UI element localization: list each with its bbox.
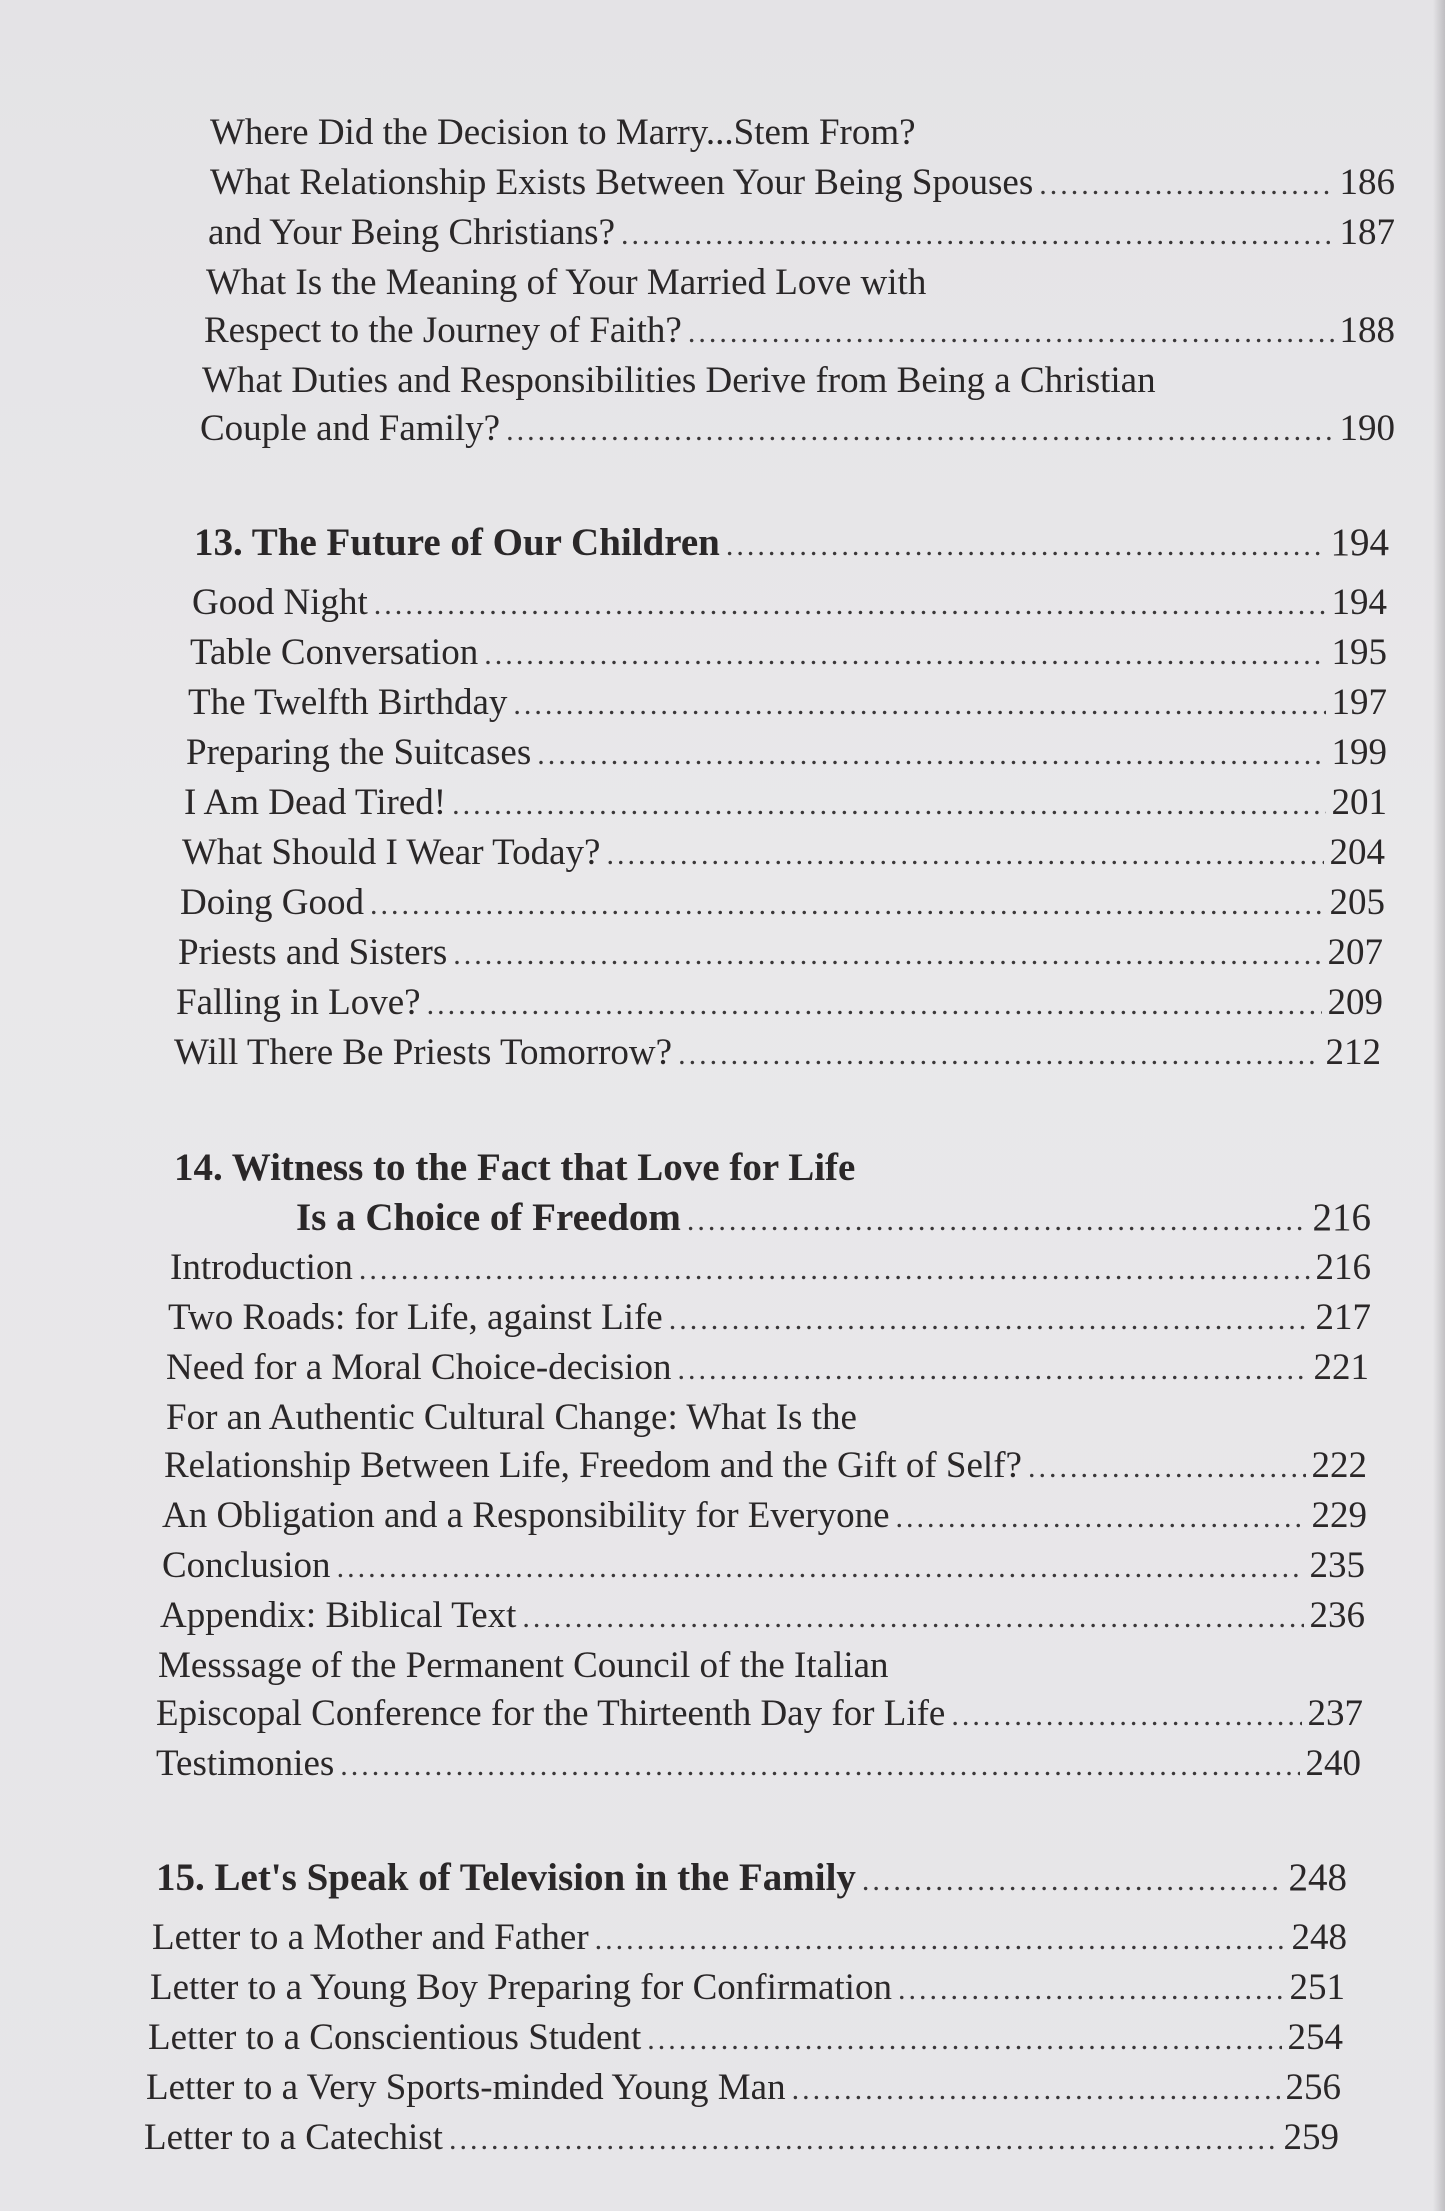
- toc-leader-dots: [484, 632, 1325, 678]
- toc-entry: [176, 980, 1383, 1028]
- toc-page-number: 254: [1287, 2017, 1343, 2058]
- toc-page-number: 235: [1309, 1545, 1365, 1586]
- toc-entry: [180, 880, 1385, 928]
- chapter-title: 13. The Future of Our Children: [194, 521, 720, 564]
- toc-leader-dots: [687, 1198, 1307, 1244]
- toc-page-number: 190: [1339, 408, 1395, 449]
- toc-entry-title: Letter to a Conscientious Student: [148, 2017, 642, 2058]
- toc-leader-dots: [621, 212, 1334, 258]
- toc-entry-title: An Obligation and a Responsibility for Everyone: [162, 1495, 890, 1536]
- toc-entry-title: and Your Being Christians?: [208, 212, 615, 253]
- toc-entry-title: Good Night: [192, 582, 368, 623]
- toc-leader-dots: [513, 682, 1325, 728]
- toc-entry: [144, 2115, 1339, 2163]
- toc-page-number: 251: [1289, 1967, 1345, 2008]
- toc-page-number: 195: [1331, 632, 1387, 673]
- toc-entry: [156, 1741, 1361, 1789]
- toc-entry-title: Couple and Family?: [200, 408, 501, 449]
- toc-leader-dots: [595, 1917, 1286, 1963]
- toc-leader-dots: [669, 1297, 1310, 1343]
- toc-entry-title: I Am Dead Tired!: [184, 782, 447, 823]
- toc-leader-dots: [506, 408, 1333, 454]
- toc-page-number: 199: [1331, 732, 1387, 773]
- toc-entry: [148, 2015, 1343, 2063]
- toc-entry: [188, 680, 1387, 728]
- toc-leader-dots: [452, 782, 1325, 828]
- toc-entry-title: Need for a Moral Choice-decision: [166, 1347, 672, 1388]
- toc-page-number: 212: [1325, 1032, 1381, 1073]
- toc-entry-title: Priests and Sisters: [178, 932, 448, 973]
- toc-entry-title: Relationship Between Life, Freedom and the Gift of Self?: [164, 1445, 1022, 1486]
- toc-page-number: 221: [1313, 1347, 1369, 1388]
- toc-leader-dots: [1028, 1445, 1306, 1491]
- chapter-title: Is a Choice of Freedom: [296, 1196, 681, 1239]
- toc-leader-dots: [337, 1545, 1304, 1591]
- toc-entry-title: Episcopal Conference for the Thirteenth Day for Life: [156, 1693, 946, 1734]
- toc-entry: [204, 308, 1395, 356]
- toc-entry-line: What Is the Meaning of Your Married Love with: [206, 262, 927, 303]
- toc-entry: [182, 830, 1385, 878]
- toc-page-number: 188: [1339, 310, 1395, 351]
- toc-leader-dots: [606, 832, 1323, 878]
- toc-entry-line: What Duties and Responsibilities Derive from Being a Christian: [202, 360, 1156, 401]
- toc-entry-line: Messsage of the Permanent Council of the Italian: [158, 1645, 889, 1686]
- toc-page-number: 209: [1327, 982, 1383, 1023]
- toc-leader-dots: [1039, 162, 1333, 208]
- toc-entry: [192, 580, 1387, 628]
- toc-leader-dots: [647, 2017, 1281, 2063]
- toc-page-number: 187: [1339, 212, 1395, 253]
- toc-page-number: 197: [1331, 682, 1387, 723]
- toc-leader-dots: [374, 582, 1326, 628]
- toc-entry-title: Falling in Love?: [176, 982, 421, 1023]
- toc-entry: [152, 1915, 1347, 1963]
- toc-page-number: 207: [1327, 932, 1383, 973]
- toc-entry-title: Will There Be Priests Tomorrow?: [174, 1032, 673, 1073]
- toc-entry: [146, 2065, 1341, 2113]
- toc-leader-dots: [951, 1693, 1301, 1739]
- toc-entry: [178, 930, 1383, 978]
- toc-entry: [210, 160, 1395, 208]
- toc-page-number: 216: [1315, 1247, 1371, 1288]
- chapter-title: 15. Let's Speak of Television in the Family: [156, 1856, 856, 1899]
- chapter-heading: [156, 1855, 1347, 1904]
- page-edge-shadow: [1433, 0, 1445, 2211]
- toc-entry-title: Two Roads: for Life, against Life: [168, 1297, 663, 1338]
- toc-page-number: 204: [1329, 832, 1385, 873]
- toc-leader-dots: [427, 982, 1322, 1028]
- toc-page-number: 229: [1311, 1495, 1367, 1536]
- toc-entry: [160, 1593, 1365, 1641]
- toc-page-number: 237: [1307, 1693, 1363, 1734]
- toc-leader-dots: [896, 1495, 1306, 1541]
- toc-entry-line: For an Authentic Cultural Change: What Is the: [166, 1397, 857, 1438]
- chapter-title-line: 14. Witness to the Fact that Love for Life: [174, 1146, 856, 1189]
- toc-entry: [200, 406, 1395, 454]
- toc-entry-title: Letter to a Young Boy Preparing for Confirmation: [150, 1967, 892, 2008]
- toc-leader-dots: [862, 1858, 1283, 1904]
- toc-leader-dots: [688, 310, 1334, 356]
- toc-entry-title: Table Conversation: [190, 632, 479, 673]
- toc-entry-line: Where Did the Decision to Marry...Stem From?: [210, 112, 916, 153]
- toc-entry: [208, 210, 1395, 258]
- toc-page-number: 217: [1315, 1297, 1371, 1338]
- toc-entry: [162, 1543, 1365, 1591]
- toc-entry: [156, 1691, 1363, 1739]
- toc-entry: [184, 780, 1387, 828]
- toc-entry: [190, 630, 1387, 678]
- toc-leader-dots: [677, 1347, 1307, 1393]
- toc-page-number: 259: [1283, 2117, 1339, 2158]
- toc-entry-title: Testimonies: [156, 1743, 335, 1784]
- toc-entry-title: What Relationship Exists Between Your Being Spouses: [210, 162, 1034, 203]
- toc-entry-title: Letter to a Mother and Father: [152, 1917, 589, 1958]
- toc-leader-dots: [726, 523, 1325, 569]
- toc-leader-dots: [522, 1595, 1303, 1641]
- chapter-heading: [296, 1195, 1371, 1244]
- toc-page-number: 194: [1331, 582, 1387, 623]
- toc-entry-title: The Twelfth Birthday: [188, 682, 508, 723]
- toc-page-number: 186: [1339, 162, 1395, 203]
- toc-entry: [164, 1443, 1367, 1491]
- toc-leader-dots: [453, 932, 1321, 978]
- toc-page-number: 205: [1329, 882, 1385, 923]
- toc-entry: [150, 1965, 1345, 2013]
- toc-entry: [170, 1245, 1371, 1293]
- toc-entry-title: Doing Good: [180, 882, 364, 923]
- chapter-page-number: 248: [1288, 1856, 1347, 1899]
- toc-entry-title: Letter to a Very Sports-minded Young Man: [146, 2067, 786, 2108]
- toc-page-number: 201: [1331, 782, 1387, 823]
- toc-entry: [186, 730, 1387, 778]
- toc-leader-dots: [359, 1247, 1310, 1293]
- toc-entry-title: Appendix: Biblical Text: [160, 1595, 517, 1636]
- toc-leader-dots: [678, 1032, 1319, 1078]
- toc-leader-dots: [792, 2067, 1280, 2113]
- toc-page-number: 222: [1311, 1445, 1367, 1486]
- toc-page-number: 248: [1291, 1917, 1347, 1958]
- toc-entry: [162, 1493, 1367, 1541]
- toc-entry-title: What Should I Wear Today?: [182, 832, 601, 873]
- chapter-page-number: 216: [1312, 1196, 1371, 1239]
- toc-entry-title: Letter to a Catechist: [144, 2117, 443, 2158]
- toc-leader-dots: [537, 732, 1325, 778]
- toc-entry-title: Preparing the Suitcases: [186, 732, 532, 773]
- chapter-heading: [194, 520, 1389, 569]
- toc-leader-dots: [449, 2117, 1278, 2163]
- toc-entry: [166, 1345, 1369, 1393]
- toc-entry-title: Introduction: [170, 1247, 353, 1288]
- chapter-page-number: 194: [1330, 521, 1389, 564]
- toc-entry-title: Respect to the Journey of Faith?: [204, 310, 682, 351]
- toc-page-number: 256: [1285, 2067, 1341, 2108]
- toc-page-number: 240: [1305, 1743, 1361, 1784]
- toc-entry: [174, 1030, 1381, 1078]
- toc-page-number: 236: [1309, 1595, 1365, 1636]
- toc-leader-dots: [898, 1967, 1284, 2013]
- toc-leader-dots: [340, 1743, 1299, 1789]
- toc-entry: [168, 1295, 1371, 1343]
- toc-leader-dots: [370, 882, 1324, 928]
- toc-entry-title: Conclusion: [162, 1545, 331, 1586]
